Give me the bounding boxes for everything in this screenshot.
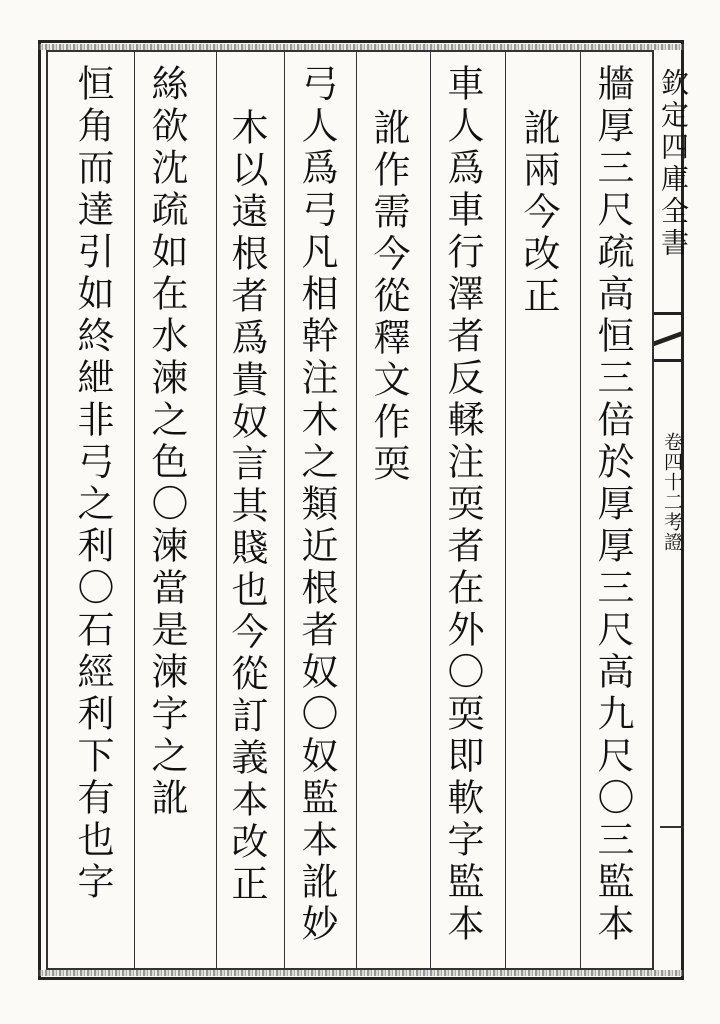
text-column-2: 訛兩今改正 (517, 108, 560, 318)
fishtail-mark (654, 312, 684, 362)
text-column-8: 恒角而達引如終紲非弓之利〇石經利下有也字 (71, 64, 114, 904)
column-divider (356, 52, 357, 968)
margin-rule (660, 826, 684, 828)
scan-edge-bottom (38, 970, 684, 976)
text-column-7: 絲欲沈疏如在水湅之色〇湅當是湅字之訛 (145, 64, 188, 820)
column-divider (134, 52, 135, 968)
margin-volume-label: 卷四十二考證 (661, 432, 683, 552)
text-column-3: 車人爲車行澤者反輮注耎者在外〇耎即軟字監本 (441, 64, 484, 946)
text-column-6: 木以遠根者爲貴奴言其賤也今從訂義本改正 (225, 108, 268, 906)
text-column-1: 牆厚三尺疏高恒三倍於厚厚三尺高九尺〇三監本 (591, 64, 634, 946)
column-divider (216, 52, 217, 968)
column-divider (580, 52, 581, 968)
margin-divider (652, 52, 653, 968)
margin-book-title: 欽定四庫全書 (657, 68, 690, 260)
column-divider (430, 52, 431, 968)
column-divider (284, 52, 285, 968)
column-divider (505, 52, 506, 968)
page-inner-border (46, 50, 654, 970)
text-column-4: 訛作需今從釋文作耎 (367, 108, 410, 486)
scan-edge-top (38, 44, 684, 50)
text-column-5: 弓人爲弓凡相幹注木之類近根者奴〇奴監本訛妙 (295, 64, 338, 946)
